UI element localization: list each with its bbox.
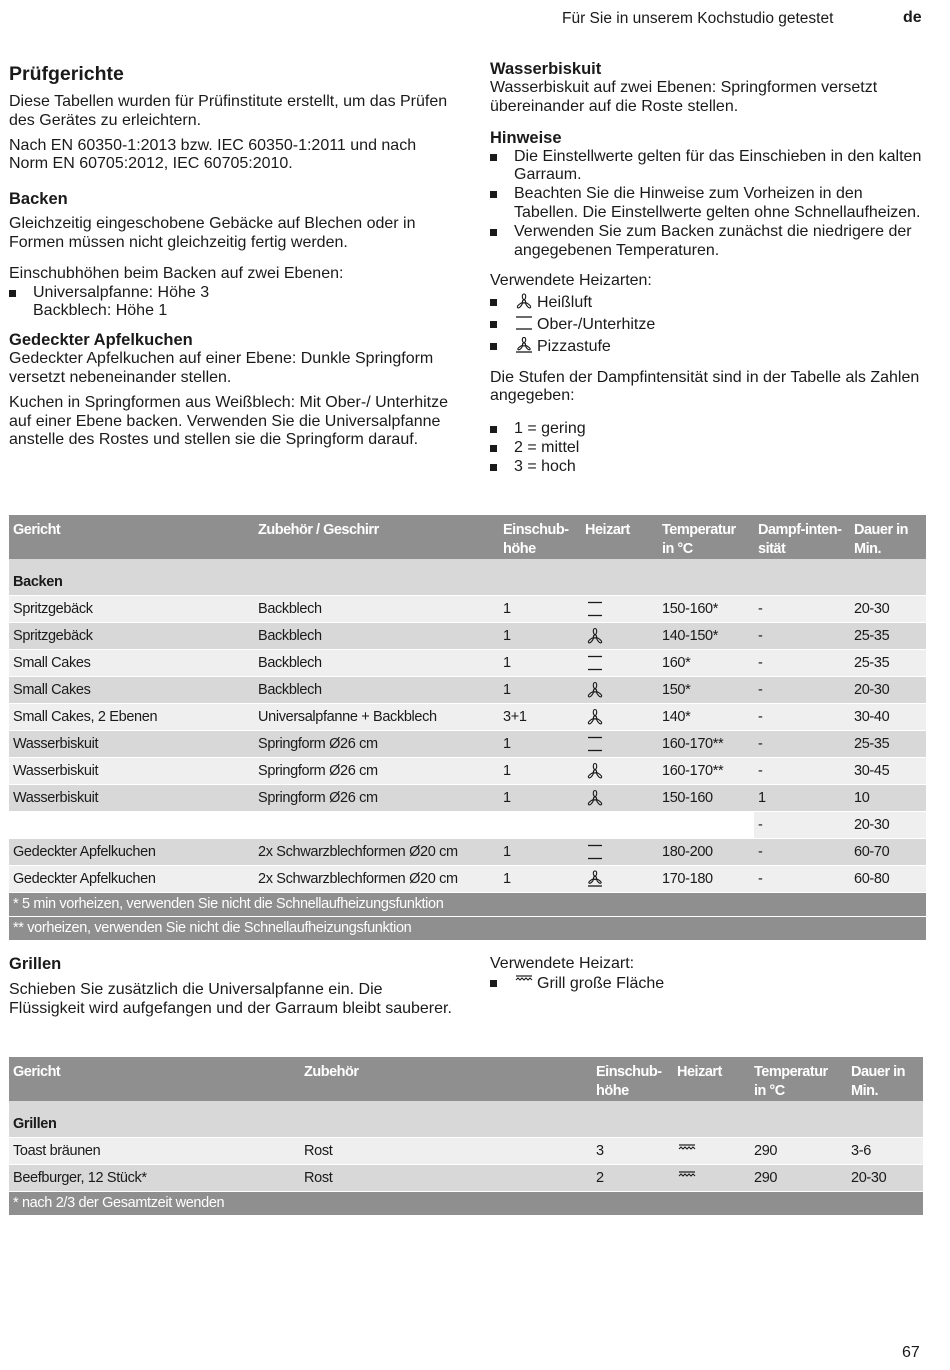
column-header-zubehoer: Zubehör / Geschirr (254, 515, 499, 559)
footnote-text: * 5 min vorheizen, verwenden Sie nicht die Schnellaufheizungsfunktion (9, 892, 926, 916)
top-bottom-heat-icon (585, 654, 605, 670)
dauer-cell: 30-40 (850, 703, 926, 730)
temperatur-cell: 140* (658, 703, 754, 730)
list-item (9, 284, 459, 322)
gericht-cell: Small Cakes (9, 649, 254, 676)
dampf-cell: 1 (754, 784, 850, 811)
heizart-cell (581, 676, 658, 703)
column-header-zubehoer: Zubehör (300, 1057, 592, 1101)
grillen-right (490, 955, 930, 1000)
dauer-cell: 20-30 (850, 811, 926, 838)
heizart-cell (581, 595, 658, 622)
fan-icon (514, 293, 534, 309)
column-header-heizart: Heizart (581, 515, 658, 559)
column-header-temperatur: Temperatur in °C (658, 515, 754, 559)
grill-large-icon (677, 1169, 697, 1185)
list-item: Die Einstellwerte gelten für das Einschieben in den kalten Garraum. (490, 148, 930, 186)
fan-icon (585, 789, 605, 805)
grill-large-icon (514, 974, 534, 990)
left-column (9, 60, 459, 456)
column-header-einschub: Einschub-höhe (499, 515, 581, 559)
gericht-cell: Beefburger, 12 Stück* (9, 1164, 300, 1191)
dampf-cell: - (754, 595, 850, 622)
table-row (9, 1137, 923, 1164)
temperatur-cell: 160-170** (658, 730, 754, 757)
table-row (9, 865, 926, 892)
top-bottom-heat-icon (585, 600, 605, 616)
dauer-cell: 3-6 (847, 1137, 923, 1164)
fan-icon (585, 762, 605, 778)
heizart-cell (581, 865, 658, 892)
dampf-paragraph: Die Stufen der Dampfintensität sind in der Tabelle als Zahlen angegeben: (490, 368, 920, 405)
table-row (9, 784, 926, 811)
footnote-row (9, 916, 926, 940)
backen-heading: Backen (9, 190, 68, 209)
table-row (9, 1164, 923, 1191)
heizart-label: Grill große Fläche (537, 974, 665, 992)
page-title: Prüfgerichte (9, 63, 124, 85)
heizart-cell (581, 703, 658, 730)
einschub-cell: 1 (499, 757, 581, 784)
dauer-cell: 60-70 (850, 838, 926, 865)
temperatur-cell: 180-200 (658, 838, 754, 865)
heizart-cell (673, 1164, 750, 1191)
temperatur-cell: 150* (658, 676, 754, 703)
heizart-label: Pizzastufe (537, 337, 611, 355)
apfelkuchen-paragraph-1: Gedeckter Apfelkuchen auf einer Ebene: Dunkle Springform versetzt nebeneinander stellen. (9, 350, 434, 386)
list-item (490, 974, 930, 994)
dauer-cell: 25-35 (850, 730, 926, 757)
temperatur-cell: 140-150* (658, 622, 754, 649)
zubehoer-cell: Springform Ø26 cm (254, 730, 499, 757)
zubehoer-cell: Universalpfanne + Backblech (254, 703, 499, 730)
einschub-list (9, 284, 459, 322)
table-section-row (9, 1101, 923, 1137)
gericht-cell: Toast bräunen (9, 1137, 300, 1164)
top-bottom-heat-icon (585, 843, 605, 859)
temperatur-cell: 160-170** (658, 757, 754, 784)
header-language: de (903, 9, 922, 26)
zubehoer-cell: Backblech (254, 649, 499, 676)
temperatur-cell: 150-160 (658, 784, 754, 811)
dauer-cell: 20-30 (850, 676, 926, 703)
einschub-paragraph: Einschubhöhen beim Backen auf zwei Ebenen: (9, 264, 344, 282)
table-row (9, 757, 926, 784)
grillen-paragraph: Schieben Sie zusätzlich die Universalpfanne ein. Die Flüssigkeit wird aufgefangen und der Garraum bleibt sauberer. (9, 981, 452, 1017)
dampf-cell: - (754, 622, 850, 649)
heizart-cell (581, 622, 658, 649)
table-row (9, 595, 926, 622)
temperatur-cell: 160* (658, 649, 754, 676)
list-item: 3 = hoch (490, 458, 930, 477)
column-header-gericht: Gericht (9, 1057, 300, 1101)
column-header-dauer: Dauer in Min. (850, 515, 926, 559)
gericht-cell: Spritzgebäck (9, 622, 254, 649)
dauer-cell: 25-35 (850, 622, 926, 649)
grillen-heading: Grillen (9, 955, 62, 973)
footnote-row (9, 892, 926, 916)
right-column (490, 60, 930, 483)
grillen-heizart-list (490, 974, 930, 994)
backen-paragraph: Gleichzeitig eingeschobene Gebäcke auf Blechen oder in Formen müssen nicht gleichzeitig fertig werden. (9, 215, 416, 251)
einschub-cell: 1 (499, 730, 581, 757)
einschub-cell: 1 (499, 622, 581, 649)
dauer-cell: 20-30 (847, 1164, 923, 1191)
heizart-cell (581, 757, 658, 784)
pizza-setting-icon (514, 337, 534, 353)
heizart-label: Ober-/Unterhitze (537, 315, 656, 333)
dampf-cell: - (754, 757, 850, 784)
list-item: 1 = gering (490, 420, 930, 439)
list-item: 2 = mittel (490, 439, 930, 458)
backen-table-body (9, 559, 926, 940)
section-label: Grillen (9, 1101, 923, 1137)
apfelkuchen-heading: Gedeckter Apfelkuchen (9, 331, 193, 350)
einschub-cell: 3+1 (499, 703, 581, 730)
einschub-cell: 2 (592, 1164, 673, 1191)
einschub-cell (499, 811, 581, 838)
hinweise-heading: Hinweise (490, 128, 562, 147)
dampf-cell: - (754, 838, 850, 865)
apfelkuchen-paragraph-2: Kuchen in Springformen aus Weißblech: Mit Ober-/ Unterhitze auf einer Ebene backen. Verwenden Sie die Universalpfanne anstelle des Rostes und stellen sie die Springform darauf. (9, 393, 449, 449)
table-row (9, 838, 926, 865)
heizart-cell (673, 1137, 750, 1164)
gericht-cell: Wasserbiskuit (9, 757, 254, 784)
einschub-cell: 1 (499, 649, 581, 676)
dauer-cell: 25-35 (850, 649, 926, 676)
heizart-cell (581, 730, 658, 757)
table-row (9, 622, 926, 649)
gericht-cell (9, 811, 254, 838)
dampf-cell: - (754, 676, 850, 703)
table-row (9, 811, 926, 838)
dampf-cell: - (754, 730, 850, 757)
einschub-line-1: Universalpfanne: Höhe 3 (33, 283, 210, 301)
heizart-cell (581, 649, 658, 676)
dauer-cell: 20-30 (850, 595, 926, 622)
dauer-cell: 60-80 (850, 865, 926, 892)
dampf-cell: - (754, 811, 850, 838)
footnote-text: * nach 2/3 der Gesamtzeit wenden (9, 1191, 923, 1215)
temperatur-cell: 290 (750, 1137, 847, 1164)
top-bottom-heat-icon (585, 735, 605, 751)
footnote-text: ** vorheizen, verwenden Sie nicht die Schnellaufheizungsfunktion (9, 916, 926, 940)
zubehoer-cell: Backblech (254, 622, 499, 649)
section-label: Backen (9, 559, 926, 595)
hinweise-list (490, 148, 930, 261)
grillen-left (9, 955, 459, 1025)
einschub-cell: 1 (499, 838, 581, 865)
heizarten-list (490, 293, 930, 356)
zubehoer-cell: Backblech (254, 676, 499, 703)
temperatur-cell: 290 (750, 1164, 847, 1191)
header-title: Für Sie in unserem Kochstudio getestet (562, 10, 834, 27)
dauer-cell: 30-45 (850, 757, 926, 784)
list-item (490, 293, 930, 313)
zubehoer-cell: Backblech (254, 595, 499, 622)
gericht-cell: Gedeckter Apfelkuchen (9, 838, 254, 865)
heizarten-label: Verwendete Heizarten: (490, 272, 652, 290)
table-row (9, 703, 926, 730)
dampf-cell: - (754, 649, 850, 676)
gericht-cell: Small Cakes, 2 Ebenen (9, 703, 254, 730)
table-row (9, 649, 926, 676)
zubehoer-cell: Springform Ø26 cm (254, 784, 499, 811)
gericht-cell: Small Cakes (9, 676, 254, 703)
grillen-table-body (9, 1101, 923, 1215)
list-item (490, 315, 930, 335)
table-row (9, 730, 926, 757)
list-item (490, 337, 930, 357)
zubehoer-cell: Rost (300, 1164, 592, 1191)
grillen-heizart-label: Verwendete Heizart: (490, 955, 635, 972)
table-section-row (9, 559, 926, 595)
column-header-temperatur: Temperatur in °C (750, 1057, 847, 1101)
column-header-gericht: Gericht (9, 515, 254, 559)
backen-table (9, 515, 926, 941)
page-header (0, 8, 950, 30)
heizart-label: Heißluft (537, 294, 593, 312)
dampf-cell: - (754, 703, 850, 730)
temperatur-cell: 170-180 (658, 865, 754, 892)
dampf-list (490, 420, 930, 476)
fan-icon (585, 627, 605, 643)
einschub-cell: 1 (499, 784, 581, 811)
temperatur-cell (658, 811, 754, 838)
heizart-cell (581, 838, 658, 865)
table-row (9, 676, 926, 703)
wasserbiskuit-paragraph: Wasserbiskuit auf zwei Ebenen: Springformen versetzt übereinander auf die Roste stellen. (490, 79, 878, 115)
zubehoer-cell: Rost (300, 1137, 592, 1164)
column-header-dampf: Dampf-inten-sität (754, 515, 850, 559)
gericht-cell: Wasserbiskuit (9, 784, 254, 811)
temperatur-cell: 150-160* (658, 595, 754, 622)
einschub-cell: 1 (499, 676, 581, 703)
heizart-cell (581, 784, 658, 811)
einschub-cell: 1 (499, 595, 581, 622)
gericht-cell: Gedeckter Apfelkuchen (9, 865, 254, 892)
column-header-dauer: Dauer in Min. (847, 1057, 923, 1101)
list-item: Verwenden Sie zum Backen zunächst die niedrigere der angegebenen Temperaturen. (490, 223, 930, 261)
zubehoer-cell: 2x Schwarzblechformen Ø20 cm (254, 838, 499, 865)
dampf-cell: - (754, 865, 850, 892)
intro-paragraph-1: Diese Tabellen wurden für Prüfinstitute erstellt, um das Prüfen des Gerätes zu erleichtern. (9, 93, 448, 129)
grillen-table (9, 1057, 923, 1216)
pizza-setting-icon (585, 870, 605, 886)
heizart-cell (581, 811, 658, 838)
dauer-cell: 10 (850, 784, 926, 811)
einschub-cell: 1 (499, 865, 581, 892)
page-number: 67 (902, 1344, 920, 1361)
zubehoer-cell: Springform Ø26 cm (254, 757, 499, 784)
column-header-einschub: Einschub-höhe (592, 1057, 673, 1101)
wasserbiskuit-heading: Wasserbiskuit (490, 60, 602, 78)
gericht-cell: Wasserbiskuit (9, 730, 254, 757)
top-bottom-heat-icon (514, 315, 534, 331)
zubehoer-cell: 2x Schwarzblechformen Ø20 cm (254, 865, 499, 892)
grill-large-icon (677, 1142, 697, 1158)
fan-icon (585, 708, 605, 724)
column-header-heizart: Heizart (673, 1057, 750, 1101)
fan-icon (585, 681, 605, 697)
footnote-row (9, 1191, 923, 1215)
intro-paragraph-2: Nach EN 60350-1:2013 bzw. IEC 60350-1:2011 und nach Norm EN 60705:2012, IEC 60705:2010. (9, 136, 417, 173)
gericht-cell: Spritzgebäck (9, 595, 254, 622)
zubehoer-cell (254, 811, 499, 838)
einschub-line-2: Backblech: Höhe 1 (33, 302, 168, 320)
list-item: Beachten Sie die Hinweise zum Vorheizen in den Tabellen. Die Einstellwerte gelten ohne Schnellaufheizen. (490, 185, 930, 223)
einschub-cell: 3 (592, 1137, 673, 1164)
